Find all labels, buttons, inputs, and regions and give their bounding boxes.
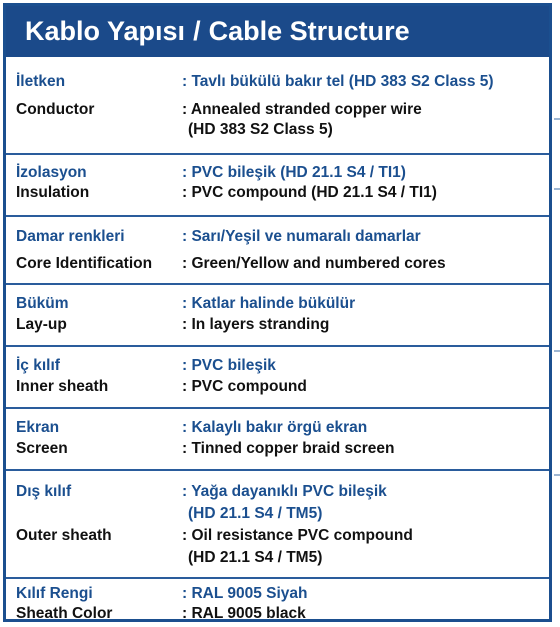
key-tr: İletken <box>16 73 66 90</box>
value-en: : Tinned copper braid screen <box>182 440 395 457</box>
value-en: : In layers stranding <box>182 316 330 333</box>
value-en: : PVC compound <box>182 378 307 395</box>
edge-mark <box>554 118 560 120</box>
value-en-continued: (HD 383 S2 Class 5) <box>188 121 333 138</box>
key-tr: İç kılıf <box>16 357 60 374</box>
value-tr: : Yağa dayanıklı PVC bileşik <box>182 483 387 500</box>
value-en: : RAL 9005 black <box>182 605 306 622</box>
key-en: Inner sheath <box>16 378 109 395</box>
row-inner-sheath <box>6 345 549 407</box>
table-header <box>6 6 549 57</box>
value-en-continued: (HD 21.1 S4 / TM5) <box>188 549 323 566</box>
value-en: : PVC compound (HD 21.1 S4 / TI1) <box>182 184 437 201</box>
key-tr: Kılıf Rengi <box>16 585 93 602</box>
row-outer-sheath <box>6 469 549 577</box>
edge-mark <box>554 350 560 352</box>
value-en: : Green/Yellow and numbered cores <box>182 255 446 272</box>
row-core-identification <box>6 215 549 283</box>
value-en: : Oil resistance PVC compound <box>182 527 413 544</box>
value-tr: : PVC bileşik <box>182 357 276 374</box>
value-tr-continued: (HD 21.1 S4 / TM5) <box>188 505 323 522</box>
row-sheath-color <box>6 577 549 625</box>
key-en: Lay-up <box>16 316 67 333</box>
row-lay-up <box>6 283 549 345</box>
spec-rows <box>6 60 549 622</box>
title-separator: / <box>193 16 201 46</box>
key-tr: İzolasyon <box>16 164 87 181</box>
key-en: Conductor <box>16 101 95 118</box>
row-conductor <box>6 60 549 153</box>
edge-mark <box>554 474 560 476</box>
value-tr: : Tavlı bükülü bakır tel (HD 383 S2 Class 5) <box>182 73 494 90</box>
value-en: : Annealed stranded copper wire <box>182 101 422 118</box>
title-english: Cable Structure <box>208 16 410 46</box>
value-tr: : PVC bileşik (HD 21.1 S4 / TI1) <box>182 164 406 181</box>
title-turkish: Kablo Yapısı <box>25 16 186 46</box>
key-tr: Ekran <box>16 419 60 436</box>
cable-structure-table <box>3 3 552 622</box>
row-screen <box>6 407 549 469</box>
key-tr: Damar renkleri <box>16 228 125 245</box>
key-tr: Büküm <box>16 295 69 312</box>
value-tr: : Katlar halinde bükülür <box>182 295 356 312</box>
key-tr: Dış kılıf <box>16 483 72 500</box>
key-en: Screen <box>16 440 68 457</box>
row-insulation <box>6 153 549 215</box>
key-en: Core Identification <box>16 255 153 272</box>
value-tr: : Sarı/Yeşil ve numaralı damarlar <box>182 228 421 245</box>
value-tr: : RAL 9005 Siyah <box>182 585 308 602</box>
key-en: Insulation <box>16 184 90 201</box>
key-en: Sheath Color <box>16 605 113 622</box>
edge-mark <box>554 188 560 190</box>
value-tr: : Kalaylı bakır örgü ekran <box>182 419 368 436</box>
key-en: Outer sheath <box>16 527 112 544</box>
